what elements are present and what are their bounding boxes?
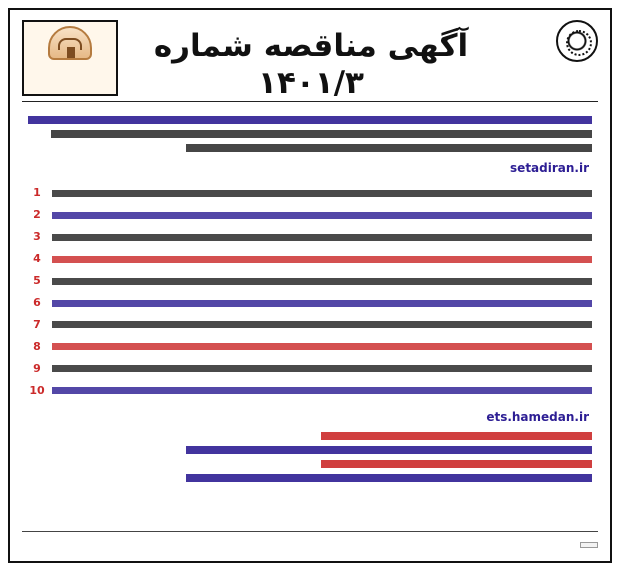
tender-site-link[interactable]: setadiran.ir <box>510 161 589 175</box>
notice-footer <box>22 531 598 553</box>
date-line <box>186 474 592 482</box>
date-line <box>321 460 592 468</box>
item-number: 3 <box>33 230 41 244</box>
item-text-line <box>52 256 592 263</box>
item-text-line <box>52 212 592 219</box>
list-item <box>28 273 592 289</box>
list-item <box>28 229 592 245</box>
list-item <box>28 317 592 333</box>
intro-line <box>51 130 592 138</box>
item-text-line <box>52 278 592 285</box>
building-logo-icon <box>48 26 92 60</box>
tender-site-link[interactable]: ets.hamedan.ir <box>486 409 589 424</box>
item-text-line <box>52 343 592 350</box>
item-text-line <box>52 387 592 394</box>
item-number: 1 <box>33 186 41 200</box>
notice-frame <box>8 8 612 563</box>
page-title: آگهی مناقصه شماره ۱۴۰۱/۳ <box>153 28 469 102</box>
list-item <box>28 251 592 267</box>
item-number: 2 <box>33 208 41 222</box>
organization-logo <box>22 20 118 96</box>
notice-content <box>28 110 592 525</box>
item-text-line <box>52 321 592 328</box>
notice-header <box>22 20 598 102</box>
intro-line <box>186 144 592 152</box>
item-text-line <box>52 365 592 372</box>
item-text-line <box>52 300 592 307</box>
footer-organization <box>580 542 598 548</box>
item-text-line <box>52 234 592 241</box>
list-item <box>28 361 592 377</box>
list-item <box>28 295 592 311</box>
item-text-line <box>52 190 592 197</box>
date-line <box>321 432 592 440</box>
list-item <box>28 383 592 399</box>
item-number: 9 <box>33 361 41 375</box>
item-number: 10 <box>29 383 45 397</box>
tender-items-list <box>28 185 592 398</box>
item-number: 6 <box>33 296 41 310</box>
date-line <box>186 446 592 454</box>
list-item <box>28 339 592 355</box>
list-item <box>28 207 592 223</box>
intro-line <box>28 116 592 124</box>
item-number: 8 <box>33 339 41 353</box>
item-number: 5 <box>33 274 41 288</box>
list-item <box>28 185 592 201</box>
item-number: 4 <box>33 252 41 266</box>
item-number: 7 <box>33 318 41 332</box>
round-seal-icon <box>556 20 598 62</box>
